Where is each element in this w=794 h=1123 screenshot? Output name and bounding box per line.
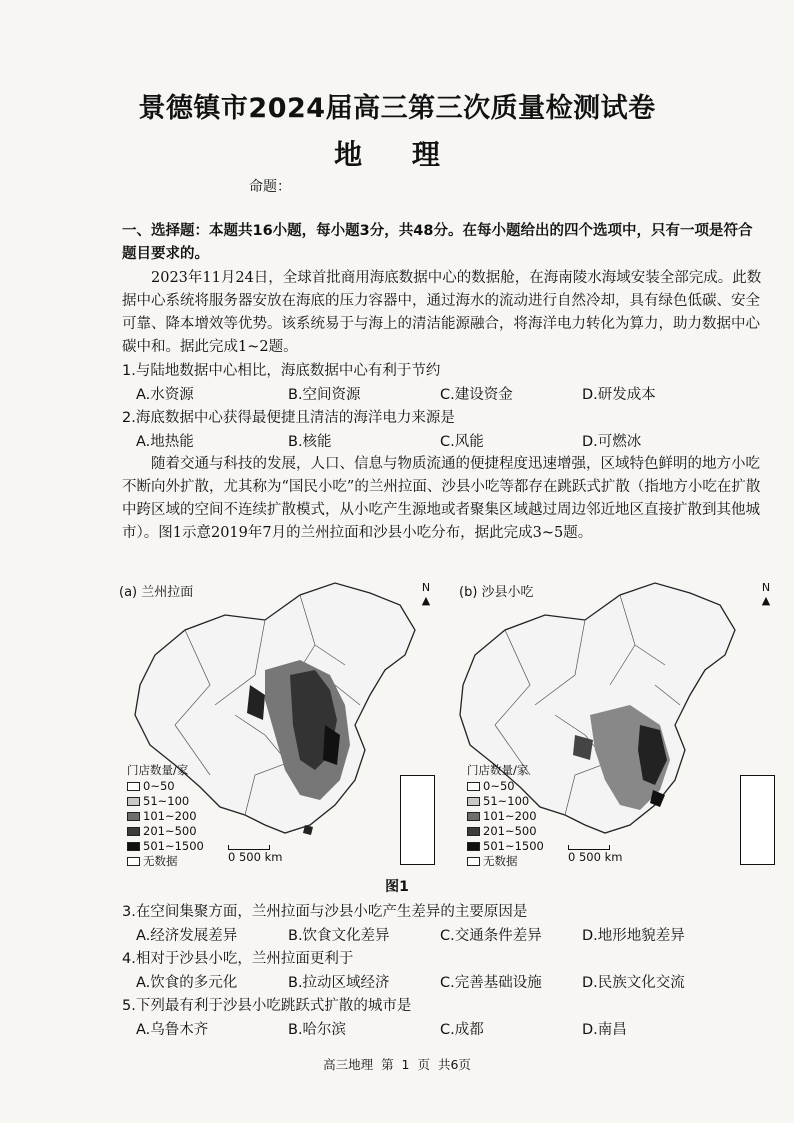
legend-label: 无数据 — [483, 854, 518, 868]
option-c[interactable]: C.交通条件差异 — [440, 928, 542, 944]
legend-swatch — [467, 842, 480, 851]
legend-item — [127, 854, 204, 869]
option-b[interactable]: B.饮食文化差异 — [288, 928, 390, 944]
legend-item — [127, 839, 204, 854]
legend-swatch — [127, 857, 140, 866]
map-a-label: (a) 兰州拉面 — [119, 585, 194, 600]
legend-item — [127, 809, 204, 824]
question-1-options — [136, 383, 756, 405]
legend-item — [127, 779, 204, 794]
scale-label: 0 500 km — [568, 850, 623, 864]
legend-swatch — [467, 812, 480, 821]
question-5-options — [136, 1018, 756, 1040]
legend-swatch — [467, 797, 480, 806]
legend-title: 门店数量/家 — [467, 763, 529, 777]
legend-item — [467, 779, 544, 794]
legend-label: 501~1500 — [143, 839, 204, 853]
option-a[interactable]: A.地热能 — [136, 434, 194, 450]
option-a[interactable]: A.水资源 — [136, 387, 194, 403]
north-label: N — [761, 581, 771, 594]
legend-label: 51~100 — [143, 794, 190, 808]
map-b-label: (b) 沙县小吃 — [459, 585, 534, 600]
option-b[interactable]: B.空间资源 — [288, 387, 361, 403]
passage-1: 2023年11月24日，全球首批商用海底数据中心的数据舱，在海南陵水海域安装全部完成。此数据中心系统将服务器安放在海底的压力容器中，通过海水的流动进行自然冷却，具有绿色低碳、安全可靠、降本增效等优势。该系统易于与海上的清洁能源融合，将海洋电力转化为算力，助力数据中心碳中和。据此完成1~2题。 — [122, 270, 762, 355]
legend-title: 门店数量/家 — [127, 763, 189, 777]
question-1-stem: 1.与陆地数据中心相比，海底数据中心有利于节约 — [122, 363, 441, 379]
subject-title: 地 理 — [334, 138, 460, 171]
option-b[interactable]: B.核能 — [288, 434, 332, 450]
option-d[interactable]: D.民族文化交流 — [582, 975, 685, 991]
legend-label: 0~50 — [143, 779, 175, 793]
exam-title: 景德镇市2024届高三第三次质量检测试卷 — [138, 93, 656, 124]
legend-a — [127, 763, 204, 869]
legend-swatch — [467, 827, 480, 836]
question-3-stem: 3.在空间集聚方面，兰州拉面与沙县小吃产生差异的主要原因是 — [122, 904, 528, 920]
legend-label: 无数据 — [143, 854, 178, 868]
section-heading: 一、选择题：本题共16小题，每小题3分，共48分。在每小题给出的四个选项中，只有一项是符合题目要求的。 — [122, 223, 753, 262]
option-c[interactable]: C.成都 — [440, 1022, 484, 1038]
legend-swatch — [127, 827, 140, 836]
option-d[interactable]: D.可燃冰 — [582, 434, 642, 450]
legend-label: 101~200 — [483, 809, 537, 823]
legend-label: 101~200 — [143, 809, 197, 823]
legend-item — [467, 839, 544, 854]
option-c[interactable]: C.完善基础设施 — [440, 975, 542, 991]
legend-item — [467, 794, 544, 809]
option-d[interactable]: D.南昌 — [582, 1022, 627, 1038]
passage-2: 随着交通与科技的发展，人口、信息与物质流通的便捷程度迅速增强，区域特色鲜明的地方小吃不断向外扩散，尤其称为“国民小吃”的兰州拉面、沙县小吃等都存在跳跃式扩散（指地方小吃在扩散中跨区域的空间不连续扩散模式，从小吃产生源地或者聚集区域越过周边邻近地区直接扩散到其他城市）。图1示意2019年7月的兰州拉面和沙县小吃分布，据此完成3~5题。 — [122, 456, 761, 541]
legend-item — [467, 809, 544, 824]
north-arrow-icon: N ▲ — [761, 581, 771, 607]
map-lanzhou-lamian — [115, 575, 435, 870]
legend-item — [467, 854, 544, 869]
legend-label: 201~500 — [483, 824, 537, 838]
question-2-options — [136, 430, 756, 452]
legend-swatch — [127, 812, 140, 821]
author-label: 命题： — [249, 179, 291, 195]
south-china-sea-inset — [400, 775, 435, 865]
legend-swatch — [467, 857, 480, 866]
option-d[interactable]: D.地形地貌差异 — [582, 928, 685, 944]
question-4-stem: 4.相对于沙县小吃，兰州拉面更利于 — [122, 951, 354, 967]
north-label: N — [421, 581, 431, 594]
question-4-options — [136, 971, 756, 993]
legend-swatch — [127, 842, 140, 851]
scale-label: 0 500 km — [228, 850, 283, 864]
question-3-options — [136, 924, 756, 946]
legend-item — [127, 824, 204, 839]
option-a[interactable]: A.饮食的多元化 — [136, 975, 238, 991]
legend-label: 51~100 — [483, 794, 530, 808]
legend-swatch — [467, 782, 480, 791]
option-b[interactable]: B.拉动区域经济 — [288, 975, 390, 991]
option-b[interactable]: B.哈尔滨 — [288, 1022, 347, 1038]
option-d[interactable]: D.研发成本 — [582, 387, 656, 403]
option-c[interactable]: C.建设资金 — [440, 387, 513, 403]
legend-b — [467, 763, 544, 869]
legend-swatch — [127, 782, 140, 791]
map-shaxian-xiaochi — [455, 575, 775, 870]
legend-label: 201~500 — [143, 824, 197, 838]
option-c[interactable]: C.风能 — [440, 434, 484, 450]
option-a[interactable]: A.经济发展差异 — [136, 928, 238, 944]
north-arrow-icon: N ▲ — [421, 581, 431, 607]
question-5-stem: 5.下列最有利于沙县小吃跳跃式扩散的城市是 — [122, 998, 412, 1014]
legend-label: 501~1500 — [483, 839, 544, 853]
legend-swatch — [127, 797, 140, 806]
page-footer: 高三地理 第 1 页 共6页 — [323, 1057, 471, 1072]
question-2-stem: 2.海底数据中心获得最便捷且清洁的海洋电力来源是 — [122, 410, 455, 426]
figure-caption: 图1 — [385, 879, 409, 895]
legend-item — [467, 824, 544, 839]
option-a[interactable]: A.乌鲁木齐 — [136, 1022, 209, 1038]
legend-item — [127, 794, 204, 809]
south-china-sea-inset — [740, 775, 775, 865]
legend-label: 0~50 — [483, 779, 515, 793]
